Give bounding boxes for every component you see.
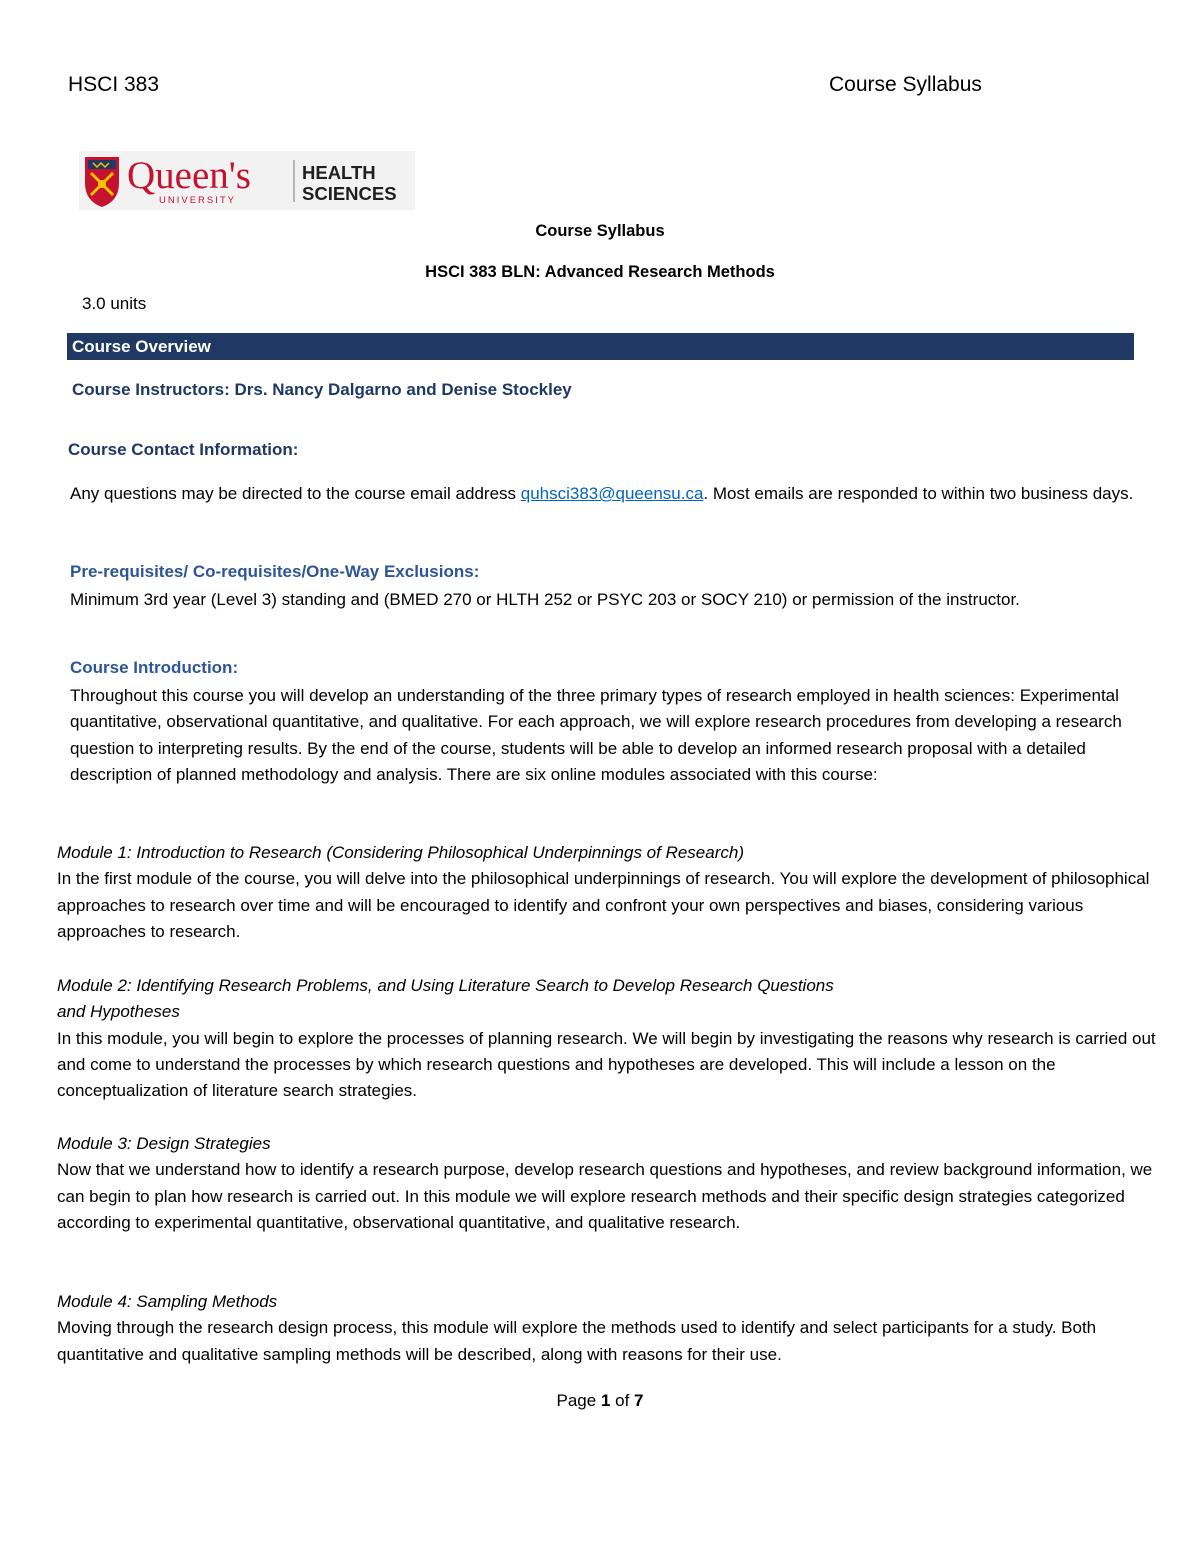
logo-wordmark: Queen's bbox=[127, 154, 251, 197]
logo-health: HEALTH bbox=[302, 162, 376, 183]
document-title: Course Syllabus bbox=[535, 222, 665, 240]
contact-paragraph bbox=[70, 481, 1150, 507]
module-description: Now that we understand how to identify a research purpose, develop research questions and hypotheses, and review background information, we can begin to plan how research is carried out. In this module we will explore research methods and their specific design strategies categorized according to experimental quantitative, observational quantitative, and qualitative research. bbox=[57, 1160, 1153, 1232]
logo-university: UNIVERSITY bbox=[159, 195, 237, 206]
prerequisites-text: Minimum 3rd year (Level 3) standing and (BMED 270 or HLTH 252 or PSYC 203 or SOCY 210) or permission of the instructor. bbox=[70, 590, 1020, 609]
module-title: Module 1: Introduction to Research (Considering Philosophical Underpinnings of Research) bbox=[57, 843, 744, 862]
contact-text-after: . Most emails are responded to within two business days. bbox=[703, 484, 1134, 503]
course-introduction-heading: Course Introduction: bbox=[70, 658, 239, 677]
running-header-title: Course Syllabus bbox=[829, 73, 982, 96]
module-title: Module 2: Identifying Research Problems, and Using Literature Search to Develop Research Questions and Hypotheses bbox=[57, 976, 834, 1022]
logo-sciences: SCIENCES bbox=[302, 183, 397, 204]
module-section bbox=[57, 1289, 1167, 1368]
section-bar-course-overview: Course Overview bbox=[67, 333, 1134, 360]
queens-health-sciences-logo bbox=[79, 151, 415, 210]
crest-icon bbox=[85, 157, 119, 207]
module-section bbox=[57, 840, 1167, 945]
running-header-course-code: HSCI 383 bbox=[68, 73, 160, 96]
module-section bbox=[57, 973, 1167, 1104]
page-total: 7 bbox=[634, 1391, 644, 1410]
course-name: HSCI 383 BLN: Advanced Research Methods bbox=[425, 263, 775, 281]
module-description: Moving through the research design process, this module will explore the methods used to identify and select participants for a study. Both quantitative and qualitative sampling methods will be described, along with reasons for their use. bbox=[57, 1318, 1097, 1364]
page-number: 1 bbox=[600, 1391, 611, 1410]
module-title: Module 3: Design Strategies bbox=[57, 1134, 271, 1153]
footer-prefix: Page bbox=[556, 1391, 601, 1410]
course-email-link[interactable]: quhsci383@queensu.ca bbox=[520, 484, 704, 503]
module-title: Module 4: Sampling Methods bbox=[57, 1292, 278, 1311]
module-section bbox=[57, 1131, 1167, 1236]
contact-heading: Course Contact Information: bbox=[68, 440, 299, 459]
prerequisites-heading: Pre-requisites/ Co-requisites/One-Way Exclusions: bbox=[70, 562, 480, 581]
contact-text-before: Any questions may be directed to the course email address bbox=[70, 484, 521, 503]
page-footer bbox=[0, 1391, 1200, 1411]
module-description: In this module, you will begin to explore the processes of planning research. We will begin by investigating the reasons why research is carried out and come to understand the processes by which research questions and hypotheses are developed. This will include a lesson on the conceptualization of literature search strategies. bbox=[57, 1028, 1156, 1101]
footer-of: of bbox=[610, 1391, 635, 1410]
course-introduction-text: Throughout this course you will develop an understanding of the three primary types of research employed in health sciences: Experimental quantitative, observational quantitative, and qualitative. For each approach, we will explore research procedures from developing a research question to interpreting results. By the end of the course, students will be able to develop an informed research proposal with a detailed description of planned methodology and analysis. There are six online modules associated with this course: bbox=[70, 686, 1122, 784]
course-units: 3.0 units bbox=[82, 294, 147, 313]
course-instructors: Course Instructors: Drs. Nancy Dalgarno and Denise Stockley bbox=[72, 380, 572, 399]
module-description: In the first module of the course, you will delve into the philosophical underpinnings of research. You will explore the development of philosophical approaches to research over time and will be encouraged to identify and confront your own perspectives and biases, considering various approaches to research. bbox=[57, 869, 1150, 941]
